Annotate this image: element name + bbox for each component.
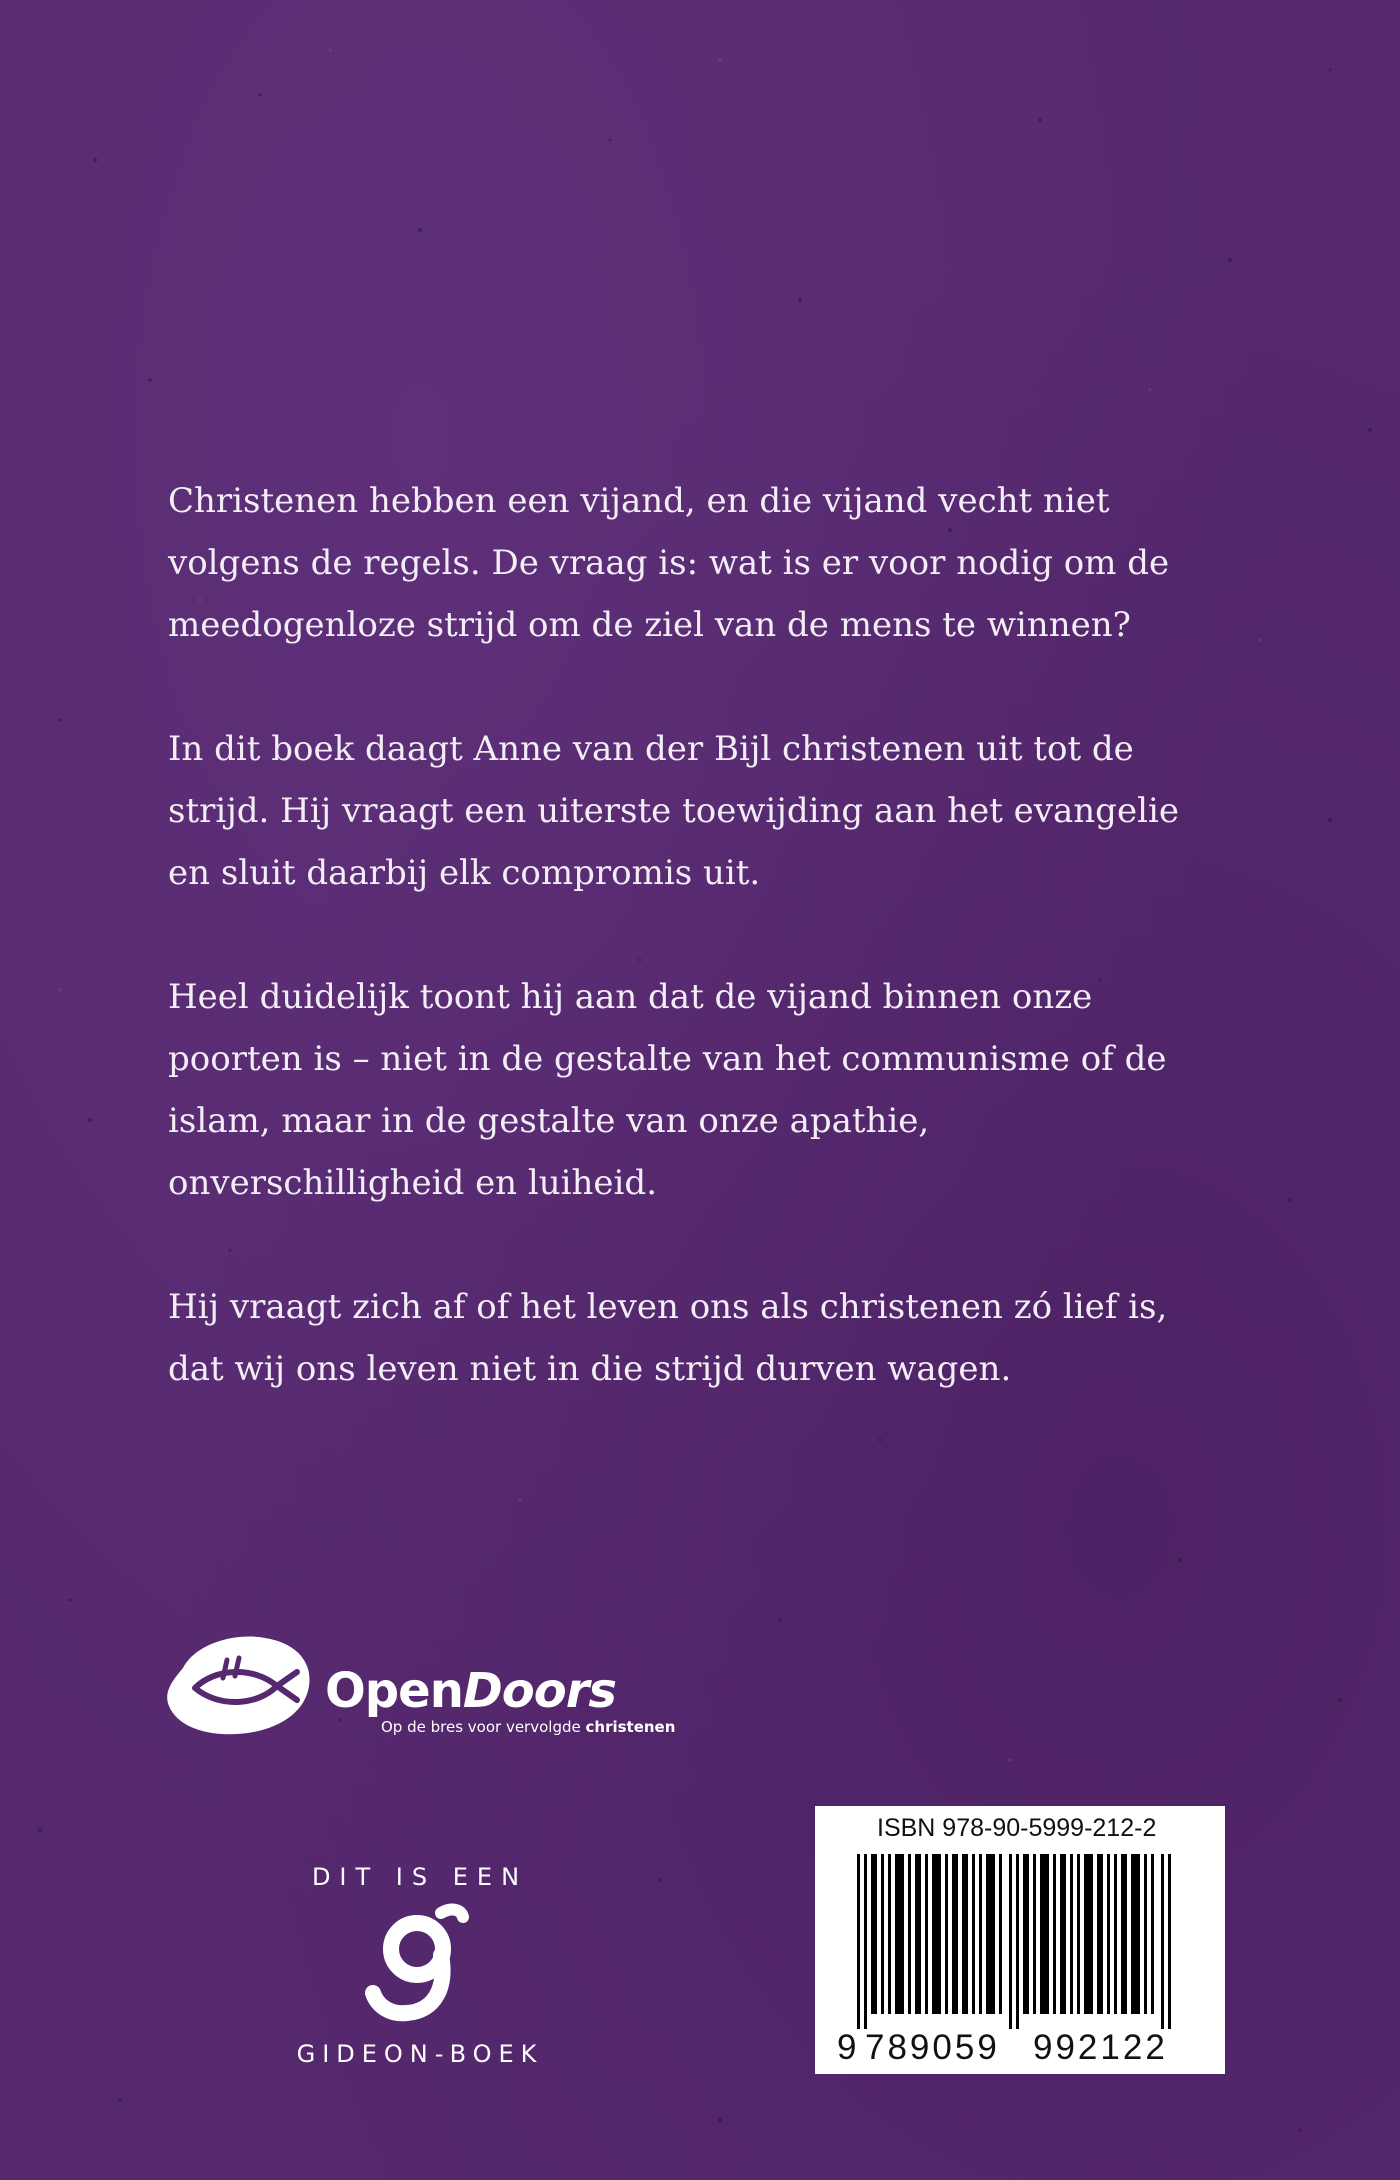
open-doors-name-open: Open <box>325 1663 463 1719</box>
fish-logo-icon <box>165 1630 315 1740</box>
blurb-paragraph-4: Hij vraagt zich af of het leven ons als christenen zó lief is, dat wij ons leven niet in die strijd durven wagen. <box>168 1287 1168 1389</box>
barcode-digits-left: 789059 <box>865 2028 1000 2067</box>
gideon-g-icon <box>355 1903 485 2023</box>
blurb-paragraph-3: Heel duidelijk toont hij aan dat de vijand binnen onze poorten is – niet in de gestalte van het communisme of de islam, maar in de gestalte van onze apathie, onverschilligheid en luiheid. <box>168 977 1167 1203</box>
open-doors-wordmark <box>325 1663 616 1719</box>
blurb-paragraph-2: In dit boek daagt Anne van der Bijl christenen uit tot de strijd. Hij vraagt een uiterste toewijding aan het evangelie en sluit daarbij elk compromis uit. <box>168 729 1179 893</box>
gideon-bottom-line: GIDEON-BOEK <box>296 2040 544 2068</box>
isbn-barcode <box>815 1806 1225 2074</box>
open-doors-tagline-prefix: Op de bres voor vervolgde <box>381 1718 586 1736</box>
gideon-logo <box>280 1855 560 2075</box>
isbn-label: ISBN 978-90-5999-212-2 <box>877 1814 1157 1842</box>
barcode-digit-first: 9 <box>837 2028 857 2067</box>
blurb-paragraph-1: Christenen hebben een vijand, en die vijand vecht niet volgens de regels. De vraag is: wat is er voor nodig om de meedogenloze strijd om de ziel van de mens te winnen? <box>168 481 1170 645</box>
open-doors-name-doors: Doors <box>462 1663 616 1719</box>
back-cover-blurb <box>168 470 1228 1462</box>
open-doors-tagline-bold: christenen <box>585 1718 676 1736</box>
barcode-digits <box>837 2028 1217 2066</box>
barcode-bars <box>815 1854 1225 2029</box>
open-doors-logo <box>165 1630 725 1740</box>
barcode-digits-right: 992122 <box>1033 2028 1168 2067</box>
open-doors-tagline <box>381 1718 675 1736</box>
gideon-top-line: DIT IS EEN <box>311 1863 529 1891</box>
